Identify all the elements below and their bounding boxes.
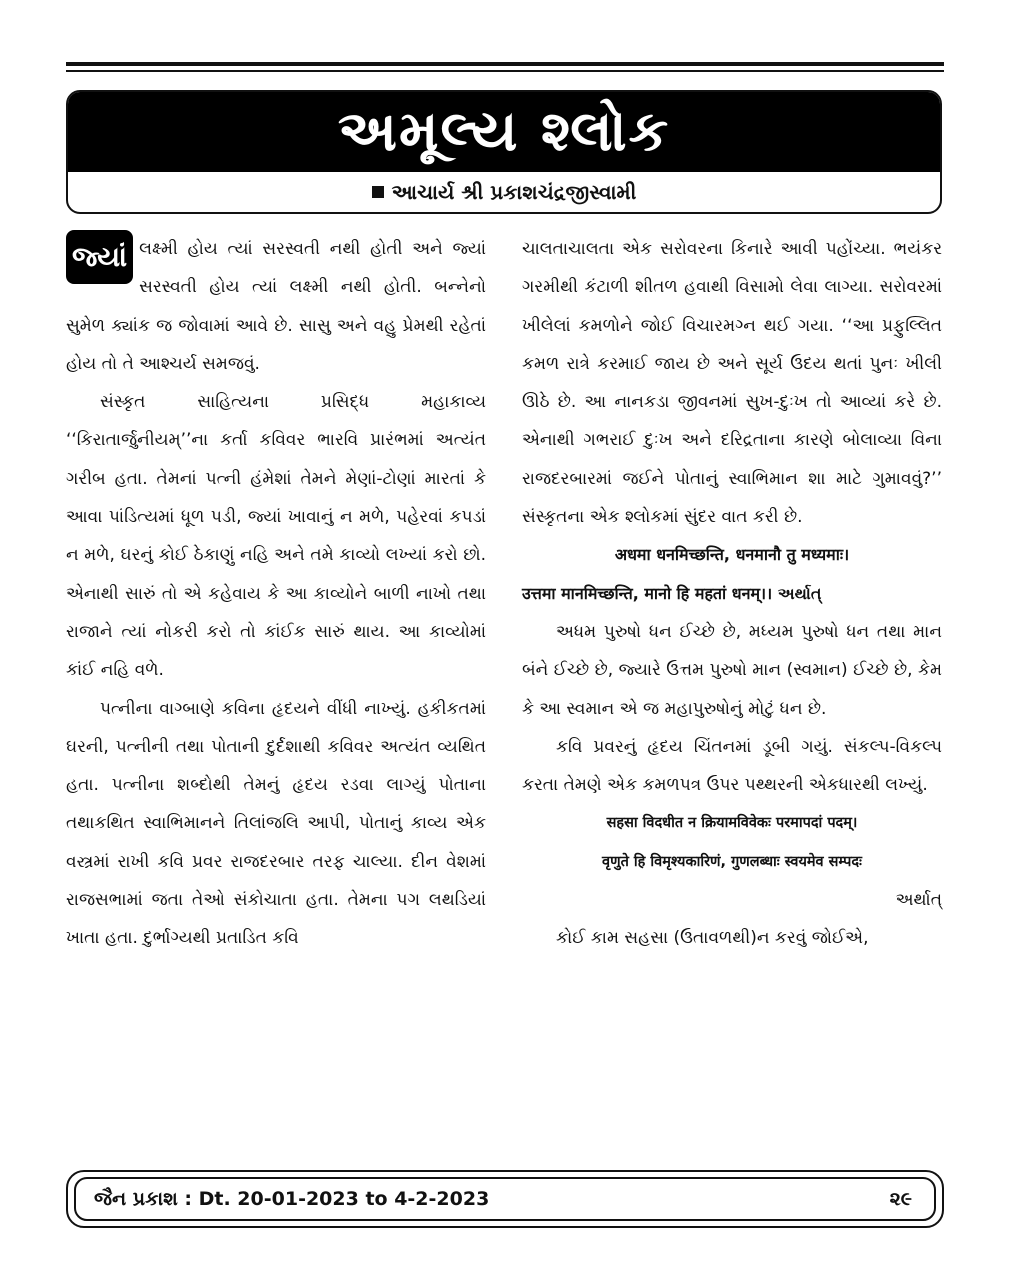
header-box (66, 90, 942, 214)
shloka-1-line-2: उत्तमा मानमिच्छन्ति, मानो हि महतां धनम्।। અર્થાત્ (522, 583, 822, 603)
page-number: ૨૯ (889, 1188, 912, 1210)
paragraph-7: કોઈ કામ સહસા (ઉતાવળથી)ન કરવું જોઈએ, (556, 928, 869, 949)
paragraph-5: અધમ પુરુષો ધન ઈચ્છે છે, મધ્યમ પુરુષો ધન તથા માન બંને ઈચ્છે છે, જ્યારે ઉત્તમ પુરુષો માન (સ્વમાન) ઈચ્છે છે, કેમ કે આ સ્વમાન એ જ મહાપુરુષોનું મોટું ધન છે. (522, 621, 942, 719)
page-title: અમૂલ્ય શ્લોક (68, 92, 940, 172)
left-column (66, 230, 486, 958)
shloka-1-line-1: अधमा धनमिच्छन्ति, धनमानौ तु मध्यमाः। (614, 545, 850, 565)
arthat-label: અર્થાત્ (895, 890, 942, 911)
paragraph-2: સંસ્કૃત સાહિત્યના પ્રસિદ્ધ મહાકાવ્ય ‘‘કિરાતાર્જુનીયમ્’’ના કર્તા કવિવર ભારવિ પ્રારંભમાં અત્યંત ગરીબ હતા. તેમનાં પત્ની હંમેશાં તેમને મેણાં-ટોણાં મારતાં કે આવા પાંડિત્યમાં ધૂળ પડી, જ્યાં ખાવાનું ન મળે, પહેરવાં કપડાં ન મળે, ઘરનું કોઈ ઠેકાણું નહિ અને તમે કાવ્યો લખ્યાં કરો છો. એનાથી સારું તો એ કહેવાય કે આ કાવ્યોને બાળી નાખો તથા રાજાને ત્યાં નોકરી કરો તો કાંઈક સારું થાય. આ કાવ્યોમાં કાંઈ નહિ વળે. (66, 392, 486, 681)
author-line (68, 172, 940, 212)
paragraph-6: કવિ પ્રવરનું હૃદય ચિંતનમાં ડૂબી ગયું. સંકલ્પ-વિકલ્પ કરતા તેમણે એક કમળપત્ર ઉપર પથ્થરની એકધારથી લખ્યું. (522, 736, 942, 796)
dropcap: જ્યાં (66, 230, 133, 284)
right-column (522, 230, 942, 958)
paragraph-1-text: લક્ષ્મી હોય ત્યાં સરસ્વતી નથી હોતી અને જ્યાં સરસ્વતી હોય ત્યાં લક્ષ્મી નથી હોતી. બન્નેનો સુમેળ ક્યાંક જ જોવામાં આવે છે. સાસુ અને વહુ પ્રેમથી રહેતાં હોય તો તે આશ્ચર્ય સમજવું. (66, 239, 486, 374)
paragraph-4: ચાલતાચાલતા એક સરોવરના કિનારે આવી પહોંચ્યા. ભયંકર ગરમીથી કંટાળી શીતળ હવાથી વિસામો લેવા લાગ્યા. સરોવરમાં ખીલેલાં કમળોને જોઈ વિચારમગ્ન થઈ ગયા. ‘‘આ પ્રફુલ્લિત કમળ રાત્રે કરમાઈ જાય છે અને સૂર્ય ઉદય થતાં પુનઃ ખીલી ઊઠે છે. આ નાનકડા જીવનમાં સુખ-દુઃખ તો આવ્યાં કરે છે. એનાથી ગભરાઈ દુઃખ અને દરિદ્રતાના કારણે બોલાવ્યા વિના રાજદરબારમાં જઈને પોતાનું સ્વાભિમાન શા માટે ગુમાવવું?’’ સંસ્કૃતના એક શ્લોકમાં સુંદર વાત કરી છે. (522, 239, 942, 528)
shloka-2-line-1: सहसा विदधीत न क्रियामविवेकः परमापदां पदम्। (606, 815, 858, 832)
top-rule-thick (66, 62, 944, 66)
author-name: આચાર્ય શ્રી પ્રકાશચંદ્રજીસ્વામી (391, 180, 637, 204)
footer (66, 1170, 944, 1228)
top-rule-thin (66, 70, 944, 72)
paragraph-3: પત્નીના વાગ્બાણે કવિના હૃદયને વીંધી નાખ્યું. હકીકતમાં ઘરની, પત્નીની તથા પોતાની દુર્દશાથી કવિવર અત્યંત વ્યથિત હતા. પત્નીના શબ્દોથી તેમનું હૃદય રડવા લાગ્યું પોતાના તથાકથિત સ્વાભિમાનને તિલાંજલિ આપી, પોતાનું કાવ્ય એક વસ્ત્રમાં રાખી કવિ પ્રવર રાજદરબાર તરફ ચાલ્યા. દીન વેશમાં રાજસભામાં જતા તેઓ સંકોચાતા હતા. તેમના પગ લથડિયાં ખાતા હતા. દુર્ભાગ્યથી પ્રતાડિત કવિ (66, 698, 486, 949)
square-bullet-icon (372, 186, 384, 198)
shloka-2-line-2: वृणुते हि विमृश्यकारिणं, गुणलब्धाः स्वयमेव सम्पदः (602, 853, 862, 870)
paragraph-1 (66, 230, 486, 383)
publication-info: જૈન પ્રકાશ : Dt. 20-01-2023 to 4-2-2023 (94, 1188, 490, 1210)
footer-inner-border (74, 1177, 936, 1221)
